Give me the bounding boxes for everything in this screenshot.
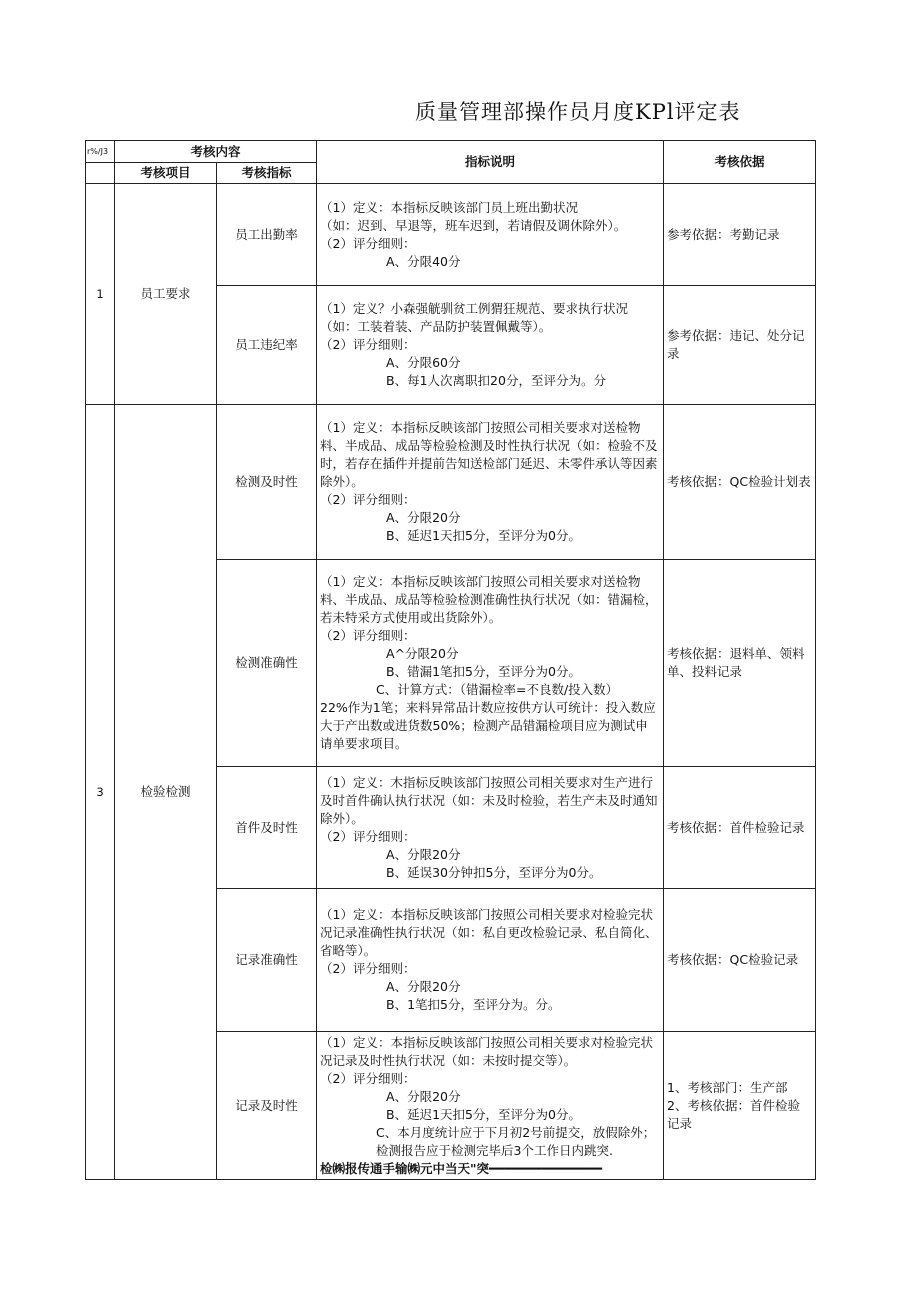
explanation-line: A、分限20分 — [386, 979, 461, 994]
header-blank-cell — [86, 163, 115, 184]
header-explanation: 指标说明 — [317, 141, 664, 184]
explanation-line: A、分限20分 — [386, 1088, 461, 1104]
explanation-line: （1）定义：本指标反映该部门按照公司相关要求对送检物料、半成品、成品等检验检测及时性执行状况（如：检验不及时，若存在插件并提前告知送检部门延迟、未零件承认等因素除外）。 — [320, 420, 658, 489]
explanation-line: （2）评分细则： — [320, 235, 416, 251]
assessment-basis: 1、考核部门：生产部 2、考核依据：首件检验记录 — [664, 1032, 816, 1180]
assessment-item: 检验检测 — [115, 405, 217, 1180]
explanation-line: （2）评分细则： — [320, 337, 416, 352]
assessment-indicator: 检测准确性 — [217, 560, 317, 767]
explanation-line: A、分限20分 — [386, 846, 461, 862]
assessment-indicator: 检测及时性 — [217, 405, 317, 560]
document-title: 质量管理部操作员月度KPl评定表 — [415, 100, 741, 124]
explanation-line: A、分限40分 — [386, 253, 461, 269]
header-indicator: 考核指标 — [217, 163, 317, 184]
assessment-indicator: 记录准确性 — [217, 889, 317, 1032]
explanation-line: （2）评分细则： — [320, 961, 416, 976]
explanation-line: A、分限60分 — [386, 355, 461, 370]
assessment-basis: 考核依据：退料单、领料单、投料记录 — [664, 560, 816, 767]
assessment-indicator: 员工违纪率 — [217, 286, 317, 405]
explanation-line: （1）定义：本指标反映该部门按照公司相关要求对检验完状况记录准确性执行状况（如：私自更改检验记录、私自简化、省略等）。 — [320, 907, 658, 958]
row-number: 3 — [86, 405, 115, 1180]
explanation-line: （2）评分细则： — [320, 628, 416, 643]
explanation-line: B、延迟1天扣5分，至评分为0分。 — [386, 528, 581, 543]
explanation-line: C、本月度统计应于下月初2号前提交，放假除外；检测报告应于检测完毕后3个工作日内跳突. — [376, 1124, 656, 1158]
explanation-line: （2）评分细则： — [320, 828, 416, 844]
assessment-basis: 考核依据：QC检验计划表 — [664, 405, 816, 560]
explanation-line: （2）评分细则： — [320, 1070, 416, 1086]
explanation-line: 检㈱报传通手输㈱元中当天"突━━━━━━━━━━━━━━━ — [320, 1160, 602, 1176]
table-row — [86, 184, 816, 286]
explanation-line: B、延误30分钟扣5分，至评分为0分。 — [386, 864, 602, 880]
indicator-explanation — [317, 889, 664, 1032]
indicator-explanation — [317, 767, 664, 889]
indicator-explanation — [317, 286, 664, 405]
explanation-line: （1）定义：木指标反映该部门按照公司相关要求对生产进行及时首件确认执行状况（如：未及时检验，若生产未及时通知除外）。 — [320, 774, 658, 826]
explanation-line: （2）评分细则： — [320, 492, 416, 507]
explanation-line: 22%作为1笔；来料异常品计数应按供方认可统计：投入数应大于产出数或进货数50%；检测产品错漏检项目应为测试申请单要求项目。 — [320, 700, 656, 751]
explanation-line: （1）定义：本指标反映该部门按照公司相关要求对检验完状况记录及时性执行状况（如：未按时提交等）。 — [320, 1034, 653, 1068]
indicator-explanation — [317, 405, 664, 560]
explanation-line: A^分限20分 — [386, 646, 459, 661]
assessment-basis: 考核依据：QC检验记录 — [664, 889, 816, 1032]
indicator-explanation — [317, 560, 664, 767]
explanation-line: B、错漏1笔扣5分，至评分为0分。 — [386, 664, 581, 679]
assessment-indicator: 首件及时性 — [217, 767, 317, 889]
explanation-line: （1）定义：本指标反映该部门按照公司相关要求对送检物料、半成品、成品等检验检测准确性执行状况（如：错漏检，若未特采方式使用或出货除外）。 — [320, 574, 658, 625]
assessment-basis: 参考依据：考勤记录 — [664, 184, 816, 286]
kpi-table — [85, 140, 816, 1180]
indicator-explanation — [317, 184, 664, 286]
explanation-line: A、分限20分 — [386, 510, 461, 525]
indicator-explanation — [317, 1032, 664, 1180]
assessment-indicator: 记录及时性 — [217, 1032, 317, 1180]
header-content-group: 考核内容 — [115, 141, 317, 163]
explanation-line: （1）定义？小森强觥驯贫工例猬狂规范、要求执行状况（如：工装着装、产品防护装置佩戴等）。 — [320, 301, 628, 334]
explanation-line: B、1笔扣5分，至评分为。分。 — [386, 997, 561, 1012]
explanation-line: B、每1人次离职扣20分，至评分为。分 — [386, 373, 606, 388]
explanation-line: B、延迟1天扣5分，至评分为0分。 — [386, 1106, 581, 1122]
explanation-line: （1）定义：本指标反映该部门员上班出勤状况 — [320, 199, 578, 215]
explanation-line: C、计算方式：（错漏检率=不良数/投入数） — [376, 682, 619, 697]
explanation-line: （如：迟到、早退等，班车迟到，若请假及调休除外）。 — [320, 217, 627, 233]
table-row — [86, 405, 816, 560]
header-basis: 考核依据 — [664, 141, 816, 184]
assessment-item: 员工要求 — [115, 184, 217, 405]
assessment-basis: 考核依据：首件检验记录 — [664, 767, 816, 889]
row-number: 1 — [86, 184, 115, 405]
assessment-basis: 参考依据：违记、处分记录 — [664, 286, 816, 405]
assessment-indicator: 员工出勤率 — [217, 184, 317, 286]
corner-cell: r%/J3 — [86, 141, 115, 163]
header-item: 考核项目 — [115, 163, 217, 184]
